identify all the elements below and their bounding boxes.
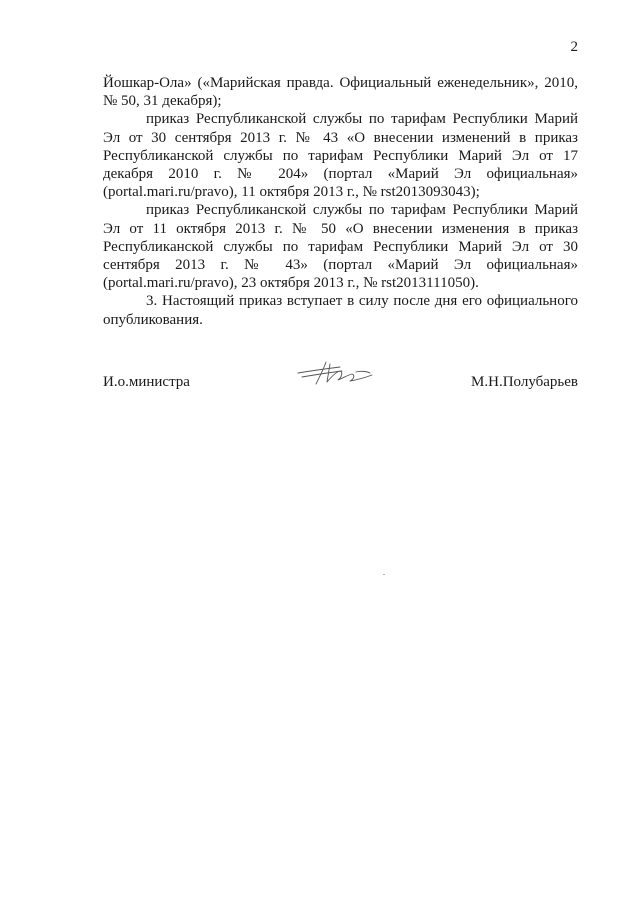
signature-block — [103, 373, 578, 393]
paragraph: приказ Республиканской службы по тарифам Республики Марий Эл от 11 октября 2013 г. № 50 «О внесении изменения в приказ Республиканской службы по тарифам Республики Марий Эл от 30 сентября 2013 г. № 43» (портал «Марий Эл официальная» (portal.mari.ru/pravo), 23 октября 2013 г., № rst2013111050). — [103, 202, 578, 292]
paragraph: 3. Настоящий приказ вступает в силу после дня его официального опубликования. — [103, 293, 578, 328]
scan-speck — [383, 574, 385, 575]
signatory-name: М.Н.Полубарьев — [471, 374, 578, 390]
page-number: 2 — [570, 39, 578, 55]
paragraph: приказ Республиканской службы по тарифам Республики Марий Эл от 30 сентября 2013 г. № 43 «О внесении изменений в приказ Республиканской службы по тарифам Республики Марий Эл от 17 декабря 2010 г. № 204» (портал «Марий Эл официальная» (portal.mari.ru/pravo), 11 октября 2013 г., № rst2013093043); — [103, 111, 578, 201]
paragraph: Йошкар-Ола» («Марийская правда. Официальный еженедельник», 2010, № 50, 31 декабря); — [103, 75, 578, 110]
signatory-position: И.о.министра — [103, 374, 190, 390]
document-body — [103, 74, 578, 329]
